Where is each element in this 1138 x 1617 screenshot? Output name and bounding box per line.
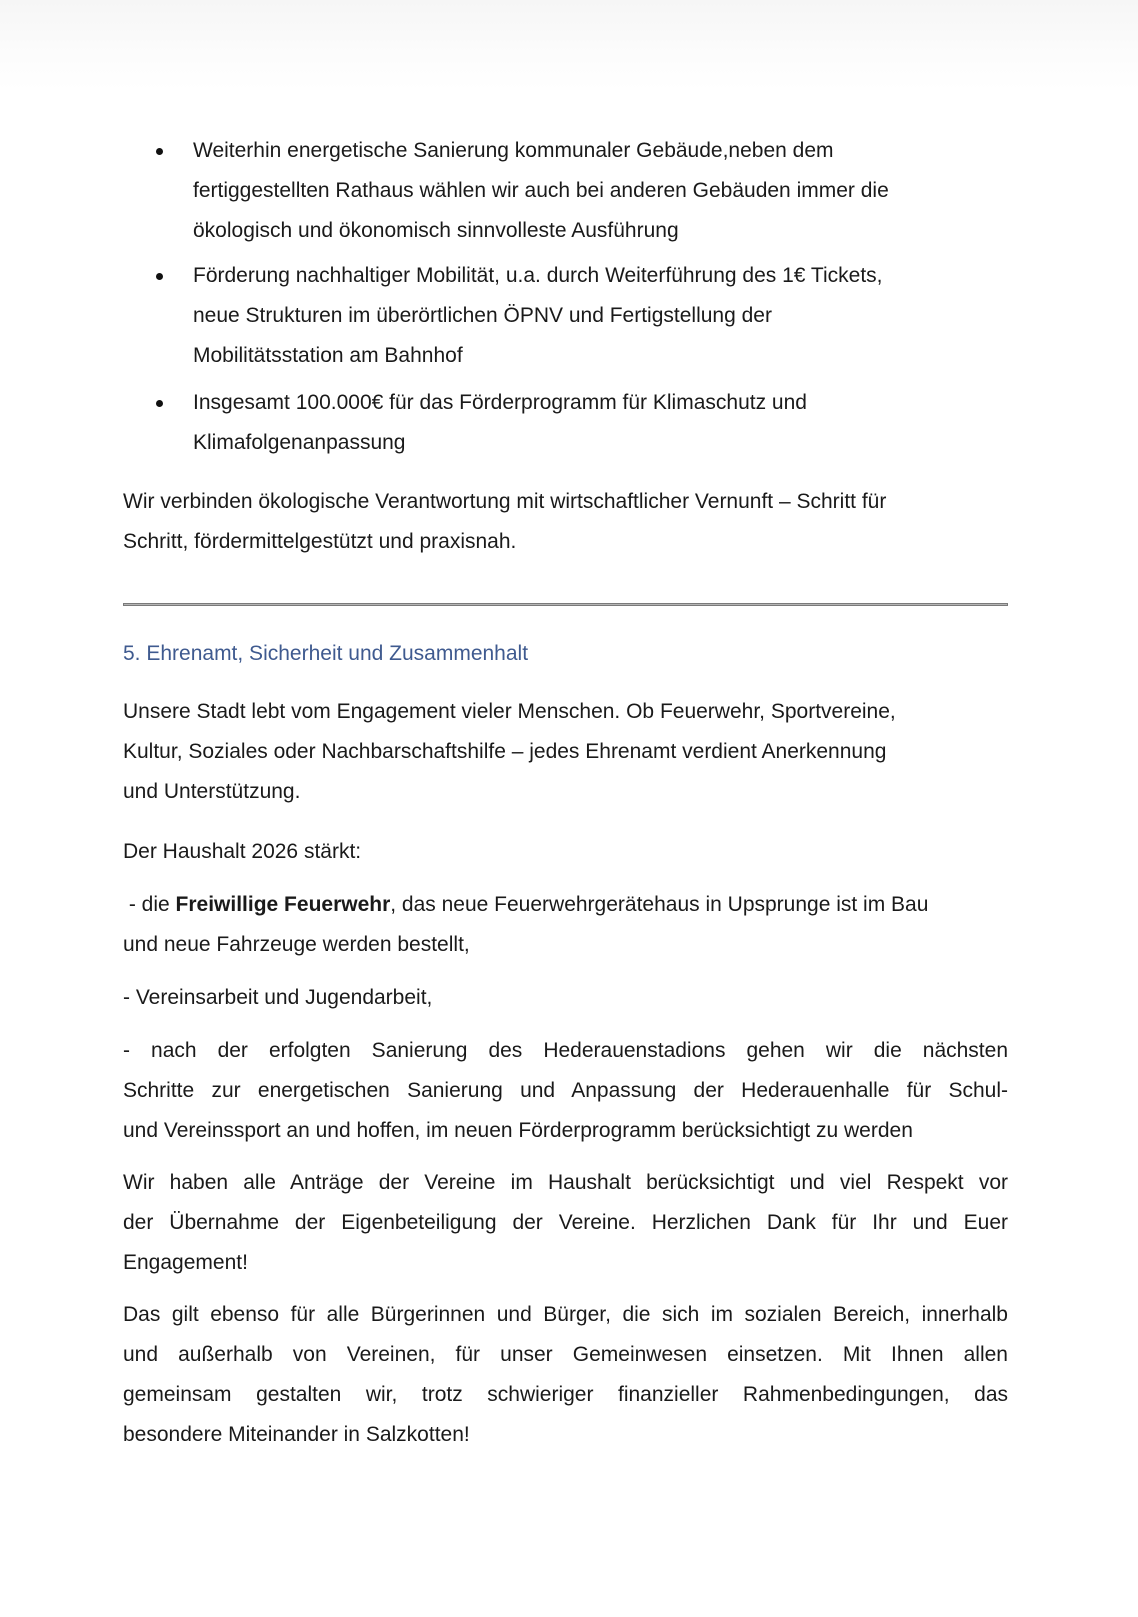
- paragraph-line: Unsere Stadt lebt vom Engagement vieler Menschen. Ob Feuerwehr, Sportvereine,: [123, 700, 896, 723]
- paragraph-line: Wir haben alle Anträge der Vereine im Haushalt berücksichtigt und viel Respekt vor: [123, 1171, 1008, 1194]
- paragraph-line: Schritt, fördermittelgestützt und praxisnah.: [123, 530, 517, 553]
- paragraph-line: gemeinsam gestalten wir, trotz schwieriger finanzieller Rahmenbedingungen, das: [123, 1383, 1008, 1406]
- bullet-item-climate-program: [160, 383, 980, 463]
- fire-department-item: [123, 885, 1008, 965]
- paragraph-line: [123, 885, 1008, 925]
- bullet-line: ökologisch und ökonomisch sinnvolleste Ausführung: [193, 219, 679, 242]
- bullet-line: Insgesamt 100.000€ für das Förderprogramm für Klimaschutz und: [193, 391, 807, 414]
- paragraph-line: Engagement!: [123, 1251, 248, 1274]
- paragraph-line: Kultur, Soziales oder Nachbarschaftshilfe – jedes Ehrenamt verdient Anerkennung: [123, 740, 887, 763]
- bullet-line: fertiggestellten Rathaus wählen wir auch bei anderen Gebäuden immer die: [193, 179, 889, 202]
- section-intro-paragraph: [123, 692, 1008, 812]
- budget-lead-text: Der Haushalt 2026 stärkt:: [123, 840, 362, 863]
- paragraph-line: Schritte zur energetischen Sanierung und Anpassung der Hederauenhalle für Schul-: [123, 1079, 1008, 1102]
- thanks-paragraph: [123, 1163, 1008, 1283]
- fire-department-bold: Freiwillige Feuerwehr: [175, 893, 391, 916]
- bullet-dot-icon: [156, 400, 163, 407]
- paragraph-line: besondere Miteinander in Salzkotten!: [123, 1423, 470, 1446]
- paragraph-line: und neue Fahrzeuge werden bestellt,: [123, 933, 470, 956]
- page-top-shadow: [0, 0, 1138, 90]
- bullet-item-mobility: [160, 256, 980, 376]
- bullet-line: Klimafolgenanpassung: [193, 431, 406, 454]
- fire-prefix: - die: [123, 893, 176, 916]
- fire-rest: , das neue Feuerwehrgerätehaus in Upsprunge ist im Bau: [390, 893, 929, 916]
- section-divider: [123, 603, 1008, 606]
- paragraph-line: Wir verbinden ökologische Verantwortung mit wirtschaftlicher Vernunft – Schritt für: [123, 490, 887, 513]
- bullet-line: Förderung nachhaltiger Mobilität, u.a. durch Weiterführung des 1€ Tickets,: [193, 264, 883, 287]
- closing-paragraph: [123, 482, 1008, 562]
- paragraph-line: und Unterstützung.: [123, 780, 301, 803]
- bullet-line: Weiterhin energetische Sanierung kommunaler Gebäude,neben dem: [193, 139, 834, 162]
- bullet-line: Mobilitätsstation am Bahnhof: [193, 344, 463, 367]
- paragraph-line: der Übernahme der Eigenbeteiligung der Vereine. Herzlichen Dank für Ihr und Euer: [123, 1211, 1008, 1234]
- bullet-line: neue Strukturen im überörtlichen ÖPNV und Fertigstellung der: [193, 304, 772, 327]
- citizens-paragraph: [123, 1295, 1008, 1455]
- bullet-item-building-renovation: [160, 131, 980, 251]
- clubs-item: - Vereinsarbeit und Jugendarbeit,: [123, 986, 433, 1009]
- paragraph-line: Das gilt ebenso für alle Bürgerinnen und Bürger, die sich im sozialen Bereich, innerhalb: [123, 1303, 1008, 1326]
- paragraph-line: - nach der erfolgten Sanierung des Hederauenstadions gehen wir die nächsten: [123, 1039, 1008, 1062]
- bullet-dot-icon: [156, 148, 163, 155]
- stadium-item: [123, 1031, 1008, 1151]
- bullet-dot-icon: [156, 273, 163, 280]
- section-heading: 5. Ehrenamt, Sicherheit und Zusammenhalt: [123, 642, 529, 665]
- paragraph-line: und außerhalb von Vereinen, für unser Gemeinwesen einsetzen. Mit Ihnen allen: [123, 1343, 1008, 1366]
- paragraph-line: und Vereinssport an und hoffen, im neuen Förderprogramm berücksichtigt zu werden: [123, 1119, 913, 1142]
